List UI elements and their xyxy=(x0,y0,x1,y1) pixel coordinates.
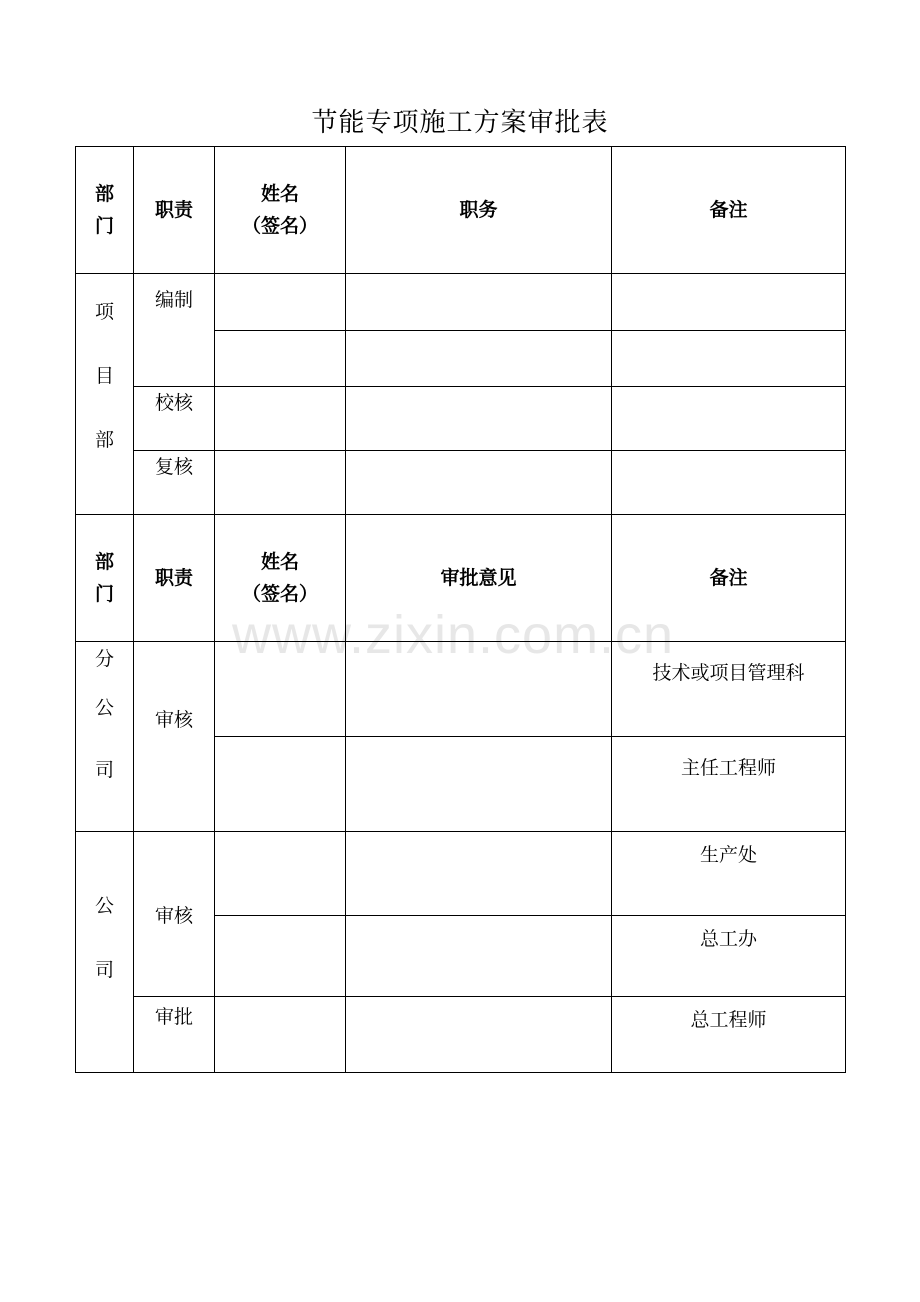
header-note-cell: 备注 xyxy=(612,147,846,274)
header-position-cell: 职务 xyxy=(346,147,612,274)
header-name-cell xyxy=(215,147,346,274)
watermark: www.zixin.com.cn xyxy=(232,605,675,665)
role-recheck: 复核 xyxy=(134,451,215,515)
header-sign-label: （签名） xyxy=(241,583,318,605)
header-row-1 xyxy=(76,147,846,274)
approval-table xyxy=(75,146,846,1073)
signature-cell[interactable] xyxy=(215,387,346,451)
role-compile: 编制 xyxy=(134,274,215,387)
opinion-cell[interactable] xyxy=(346,997,612,1073)
opinion-cell[interactable] xyxy=(346,916,612,997)
header-sign-label: （签名） xyxy=(241,215,318,237)
note-cell[interactable] xyxy=(612,331,846,387)
header-dept-char: 门 xyxy=(94,215,114,237)
project-row-compile-1 xyxy=(76,274,846,331)
project-dept-char: 部 xyxy=(94,429,114,451)
header-dept-cell xyxy=(76,147,134,274)
opinion-cell[interactable] xyxy=(346,737,612,832)
opinion-cell[interactable] xyxy=(346,642,612,737)
header-name-label: 姓名 xyxy=(260,551,299,573)
header-duty-cell: 职责 xyxy=(134,147,215,274)
role-branch-review: 审核 xyxy=(134,642,215,832)
company-row-1 xyxy=(76,832,846,916)
branch-dept-cell xyxy=(76,642,134,832)
signature-cell[interactable] xyxy=(215,274,346,331)
header-duty-cell: 职责 xyxy=(134,515,215,642)
note-cell[interactable] xyxy=(612,387,846,451)
company-row-3 xyxy=(76,997,846,1073)
branch-dept-char: 分 xyxy=(94,648,114,670)
project-dept-char: 目 xyxy=(94,365,114,387)
position-cell[interactable] xyxy=(346,451,612,515)
signature-cell[interactable] xyxy=(215,832,346,916)
project-dept-char: 项 xyxy=(94,301,114,323)
note-production: 生产处 xyxy=(612,832,846,916)
note-general-engineer: 总工程师 xyxy=(612,997,846,1073)
project-dept-cell xyxy=(76,274,134,515)
project-row-recheck xyxy=(76,451,846,515)
header-dept-char: 门 xyxy=(94,583,114,605)
note-cell[interactable] xyxy=(612,451,846,515)
branch-dept-char: 公 xyxy=(94,697,114,719)
branch-row-1 xyxy=(76,642,846,737)
position-cell[interactable] xyxy=(346,331,612,387)
header-dept-char: 部 xyxy=(94,551,114,573)
header-opinion-cell: 审批意见 xyxy=(346,515,612,642)
role-company-approve: 审批 xyxy=(134,997,215,1073)
page-title: 节能专项施工方案审批表 xyxy=(311,108,609,138)
header-row-2 xyxy=(76,515,846,642)
position-cell[interactable] xyxy=(346,274,612,331)
signature-cell[interactable] xyxy=(215,331,346,387)
role-company-review: 审核 xyxy=(134,832,215,997)
header-dept-cell xyxy=(76,515,134,642)
role-check: 校核 xyxy=(134,387,215,451)
note-chief-office: 总工办 xyxy=(612,916,846,997)
signature-cell[interactable] xyxy=(215,916,346,997)
project-row-check xyxy=(76,387,846,451)
company-dept-cell xyxy=(76,832,134,1073)
position-cell[interactable] xyxy=(346,387,612,451)
signature-cell[interactable] xyxy=(215,997,346,1073)
header-name-cell xyxy=(215,515,346,642)
company-dept-char: 公 xyxy=(94,895,114,917)
note-cell[interactable] xyxy=(612,274,846,331)
company-dept-char: 司 xyxy=(94,959,114,981)
signature-cell[interactable] xyxy=(215,737,346,832)
header-note-cell: 备注 xyxy=(612,515,846,642)
header-name-label: 姓名 xyxy=(260,183,299,205)
note-tech-dept: 技术或项目管理科 xyxy=(612,642,846,737)
note-chief-engineer: 主任工程师 xyxy=(612,737,846,832)
branch-dept-char: 司 xyxy=(94,759,114,781)
opinion-cell[interactable] xyxy=(346,832,612,916)
signature-cell[interactable] xyxy=(215,451,346,515)
header-dept-char: 部 xyxy=(94,183,114,205)
signature-cell[interactable] xyxy=(215,642,346,737)
